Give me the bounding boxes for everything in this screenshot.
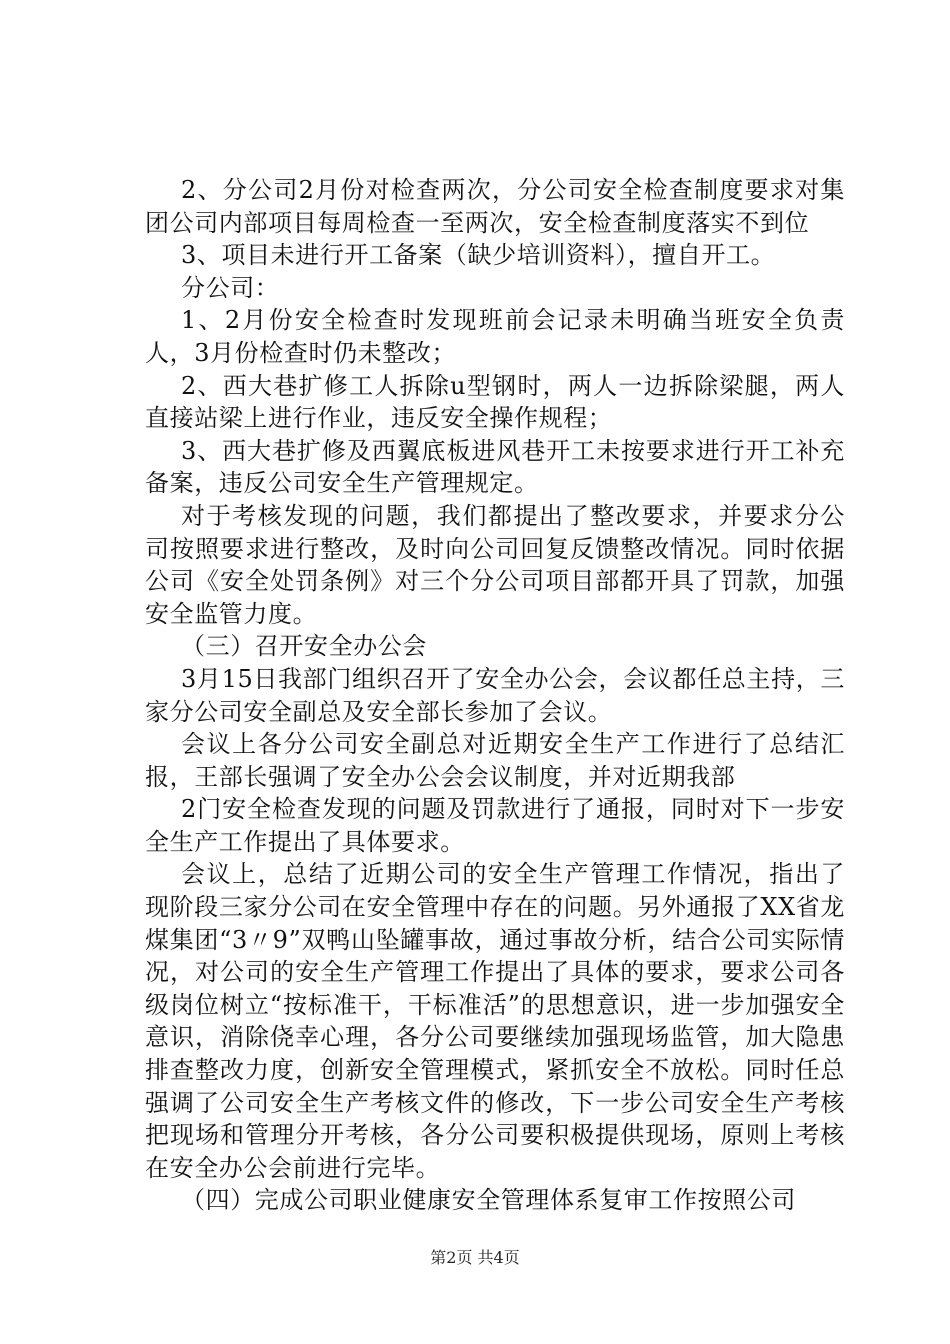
paragraph: 3、西大巷扩修及西翼底板进风巷开工未按要求进行开工补充备案，违反公司安全生产管理规定。 — [145, 436, 845, 498]
paragraph: 2、西大巷扩修工人拆除u型钢时，两人一边拆除梁腿，两人直接站梁上进行作业，违反安全操作规程； — [145, 371, 845, 433]
paragraph: 会议上，总结了近期公司的安全生产管理工作情况，指出了现阶段三家分公司在安全管理中存在的问题。另外通报了XX省龙煤集团“3〃9”双鸭山坠罐事故，通过事故分析，结合公司实际情况，对公司的安全生产管理工作提出了具体的要求，要求公司各级岗位树立“按标准干，干标准活”的思想意识，进一步加强安全意识，消除侥幸心理，各分公司要继续加强现场监管，加大隐患排查整改力度，创新安全管理模式，紧抓安全不放松。同时任总强调了公司安全生产考核文件的修改，下一步公司安全生产考核把现场和管理分开考核，各分公司要积极提供现场，原则上考核在安全办公会前进行完毕。 — [145, 860, 845, 1182]
paragraph: 2门安全检查发现的问题及罚款进行了通报，同时对下一步安全生产工作提出了具体要求。 — [145, 795, 845, 856]
section-heading: （四）完成公司职业健康安全管理体系复审工作按照公司 — [181, 1186, 796, 1215]
page-footer: 第2页 共4页 — [430, 1248, 520, 1267]
paragraph: 2、分公司2月份对检查两次，分公司安全检查制度要求对集团公司内部项目每周检查一至两次，安全检查制度落实不到位 — [145, 176, 845, 237]
paragraph: 1、2月份安全检查时发现班前会记录未明确当班安全负责人，3月份检查时仍未整改； — [145, 306, 845, 367]
section-heading: （三）召开安全办公会 — [181, 632, 427, 661]
paragraph: 会议上各分公司安全副总对近期安全生产工作进行了总结汇报，王部长强调了安全办公会会议制度，并对近期我部 — [145, 730, 845, 791]
paragraph: 3月15日我部门组织召开了安全办公会，会议都任总主持，三家分公司安全副总及安全部长参加了会议。 — [145, 664, 845, 726]
paragraph: 分公司： — [181, 273, 280, 302]
paragraph: 对于考核发现的问题，我们都提出了整改要求，并要求分公司按照要求进行整改，及时向公司回复反馈整改情况。同时依据公司《安全处罚条例》对三个分公司项目部都开具了罚款，加强安全监管力度。 — [145, 501, 845, 628]
paragraph: 3、项目未进行开工备案（缺少培训资料），擅自开工。 — [181, 241, 776, 270]
document-body — [145, 174, 845, 1217]
